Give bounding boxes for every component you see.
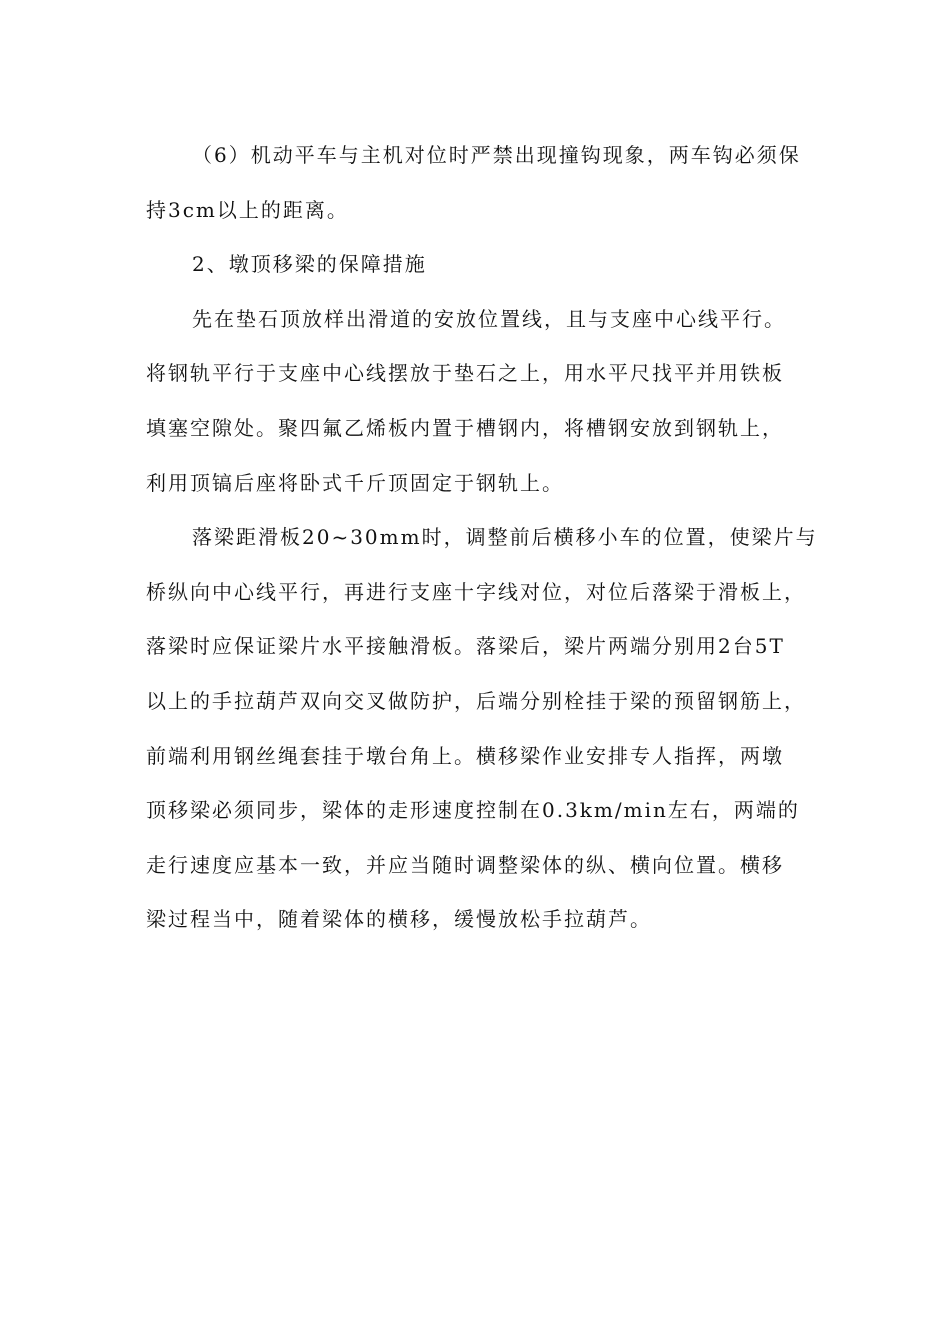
- paragraph-slideway-setup: [146, 292, 836, 510]
- text-line: （6）机动平车与主机对位时严禁出现撞钩现象，两车钩必须保: [192, 143, 801, 167]
- text-line: 先在垫石顶放样出滑道的安放位置线，且与支座中心线平行。: [192, 306, 786, 331]
- text-line: 填塞空隙处。聚四氟乙烯板内置于槽钢内，将槽钢安放到钢轨上，: [146, 415, 784, 440]
- paragraph-flatcar-alignment: [146, 128, 836, 237]
- section-heading: [146, 237, 836, 292]
- text-line: 走行速度应基本一致，并应当随时调整梁体的纵、横向位置。横移: [146, 852, 784, 877]
- text-line: 顶移梁必须同步，梁体的走形速度控制在0.3km/min左右，两端的: [146, 798, 800, 823]
- text-line: 利用顶镐后座将卧式千斤顶固定于钢轨上。: [146, 470, 564, 495]
- text-line: 将钢轨平行于支座中心线摆放于垫石之上，用水平尺找平并用铁板: [146, 361, 784, 386]
- text-line: 梁过程当中，随着梁体的横移，缓慢放松手拉葫芦。: [146, 907, 652, 932]
- text-line: 落梁距滑板20~30mm时，调整前后横移小车的位置，使梁片与: [192, 525, 818, 550]
- text-line: 以上的手拉葫芦双向交叉做防护，后端分别栓挂于梁的预留钢筋上，: [146, 688, 806, 713]
- text-line: 2、墩顶移梁的保障措施: [192, 252, 427, 277]
- document-body: [146, 128, 836, 947]
- text-line: 落梁时应保证梁片水平接触滑板。落梁后，梁片两端分别用2台5T: [146, 634, 785, 659]
- text-line: 持3cm以上的距离。: [146, 197, 349, 222]
- text-line: 前端利用钢丝绳套挂于墩台角上。横移梁作业安排专人指挥，两墩: [146, 743, 784, 768]
- paragraph-beam-lowering: [146, 510, 836, 947]
- text-line: 桥纵向中心线平行，再进行支座十字线对位，对位后落梁于滑板上，: [146, 579, 806, 604]
